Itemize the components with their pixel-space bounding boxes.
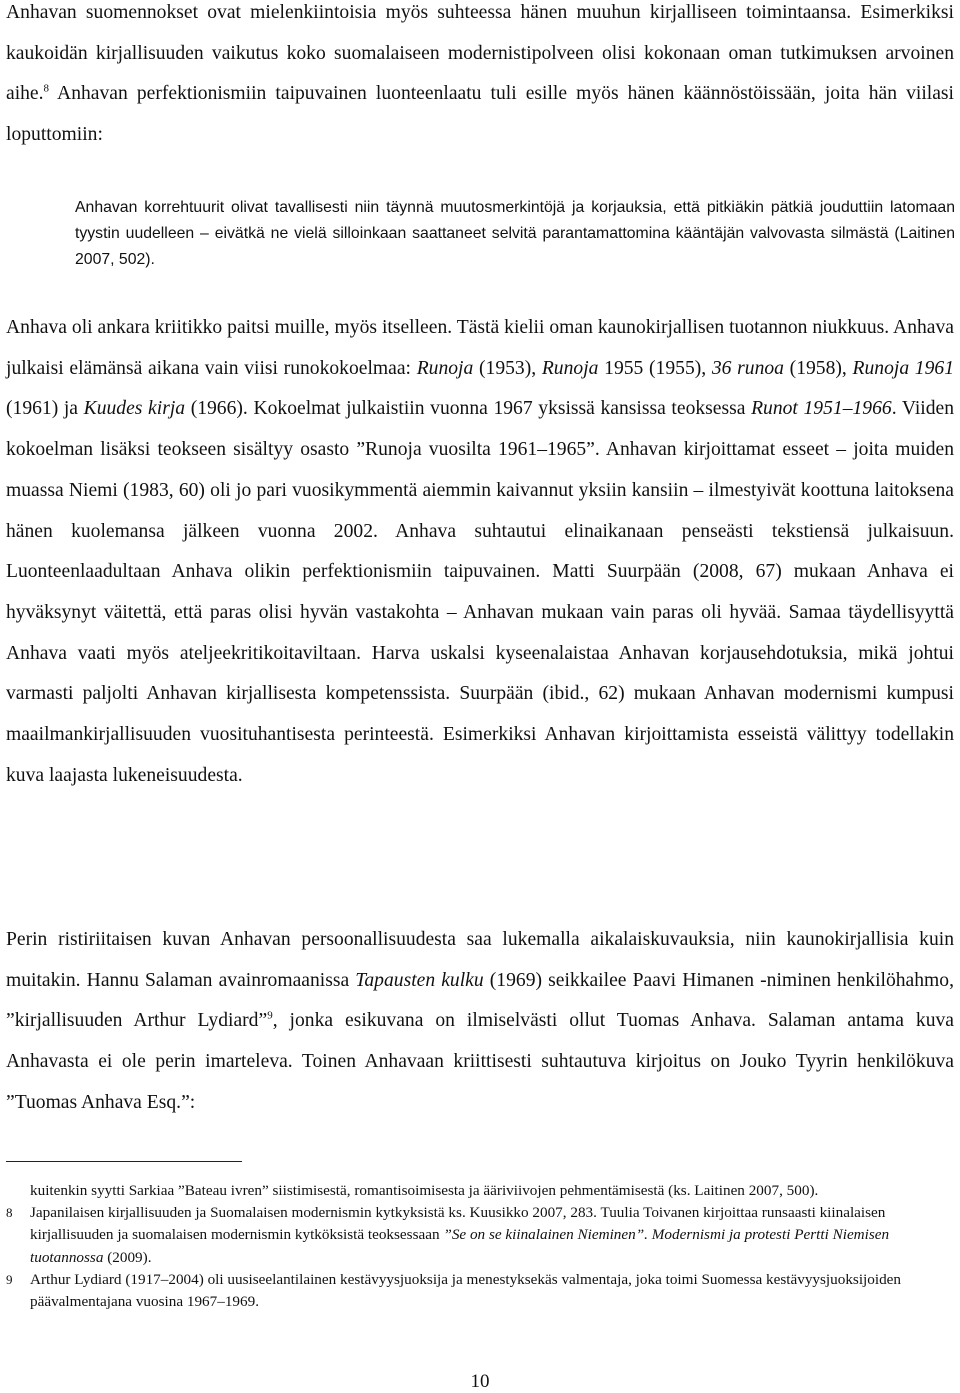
- title-runoja-1961: Runoja 1961: [852, 357, 954, 379]
- p3-text: Perin ristiriitaisen kuvan Anhavan persoonallisuudesta saa lukemalla aikalaiskuvauksia, niin kaunokirjallisia kuin muitakin. Hannu Salaman avainromaanissa: [6, 929, 954, 991]
- title-runoja-1955: Runoja: [541, 357, 599, 379]
- p3-text: (1969) seikkailee Paavi Himanen -niminen henkilöhahmo, ”kirjallisuuden Arthur Lydiard”: [6, 969, 954, 1032]
- p3-text: , jonka esikuvana on ilmiselvästi ollut Tuomas Anhava. Salaman antama kuva Anhavasta ei ole perin imarteleva. Toinen Anhavaan kriittisesti suhtautuva kirjoitus on Jouko Tyyrin henkilökuva ”Tuomas Anhava Esq.”:: [6, 1010, 954, 1113]
- footnote-9-number: 9: [6, 1271, 13, 1287]
- footnote-9: [6, 1269, 906, 1313]
- title-tapausten-kulku: Tapausten kulku: [355, 969, 484, 991]
- footnotes: [6, 1180, 906, 1313]
- page-number: 10: [470, 1371, 490, 1392]
- footnote-separator: [6, 1161, 242, 1162]
- title-runot: Runot 1951–1966: [751, 398, 892, 420]
- p2-text: 1955 (1955),: [598, 357, 712, 379]
- footnote-9-text: Arthur Lydiard (1917–2004) oli uusiseelantilainen kestävyysjuoksija ja menestyksekäs valmentaja, joka toimi Suomessa kestävyysjuoksijoiden päävalmentajana vuosina 1967–1969.: [30, 1270, 902, 1311]
- p2-text: . Viiden kokoelman lisäksi teokseen sisältyy osasto ”Runoja vuosilta 1961–1965”. Anhavan kirjoittamat esseet – joita muiden muassa Niemi (1983, 60) oli jo pari vuosikymmentä aiemmin kaivannut yksiin kansiin – ilmestyivät koottuna laitoksena hänen kuolemansa jälkeen vuonna 2002. Anhava suhtautui elinaikanaan penseästi tekstiensä julkaisuun. Luonteenlaadultaan Anhava olikin perfektionismiin taipuvainen. Matti Suurpään (2008, 67) mukaan Anhava ei hyväksynyt väitettä, että paras olisi hyvän vastakohta – Anhavan mukaan vain paras oli hyvää. Samaa täydellisyyttä Anhava vaati myös ateljeekritikoitaviltaan. Harva uskalsi kyseenalaistaa Anhavan korjausehdotuksia, mikä johtui varmasti paljolti Anhavan kirjallisesta kompetenssista. Suurpään (ibid., 62) mukaan Anhavan modernismi kumpusi maailmankirjallisuuden vuosituhantisesta perinteestä. Esimerkiksi Anhavan kirjoittamista esseistä välittyy todellakin kuva laajasta lukeneisuudesta.: [6, 398, 955, 786]
- p2-text: (1966). Kokoelmat julkaistiin vuonna 1967 yksissä kansissa teoksessa: [185, 398, 752, 420]
- paragraph-2: [6, 308, 954, 796]
- footnote-continuation: kuitenkin syytti Sarkiaa ”Bateau ivren” siistimisestä, romantisoimisesta ja ääriviivojen pehmentämisestä (ks. Laitinen 2007, 500).: [30, 1182, 819, 1199]
- paragraph-1: [6, 0, 954, 156]
- p2-text: (1961) ja: [6, 398, 84, 420]
- footnote-8-text-a: Japanilaisen kirjallisuuden ja Suomalaisen modernismin kytkyksistä ks. Kuusikko 2007, 283. Tuulia Toivanen kirjoittaa runsaasti kiinalaisen kirjallisuuden ja suomalaisen modernismin kytköksistä teoksessaan: [30, 1204, 886, 1244]
- p2-text: (1958),: [783, 357, 853, 379]
- block-quote: Anhavan korrehtuurit olivat tavallisesti niin täynnä muutosmerkintöjä ja korjauksia, että pitkiäkin pätkiä jouduttiin latomaan tyystin uudelleen – eivätkä ne vielä silloinkaan saattaneet selvitä parantamattomina kääntäjän valvovasta silmästä (Laitinen 2007, 502).: [75, 199, 955, 268]
- footnote-8-title: ”Se on se kiinalainen Nieminen”. Modernismi ja protesti Pertti Niemisen tuotannossa: [30, 1226, 890, 1266]
- p2-text: (1953),: [473, 357, 542, 379]
- paragraph-1-text-b: Anhavan perfektionismiin taipuvainen luonteenlaatu tuli esille myös hänen käännöstöissään, joita hän viilasi loputtomiin:: [6, 83, 954, 146]
- footnote-8-text-b: (2009).: [103, 1248, 152, 1266]
- footnote-ref-9[interactable]: 9: [267, 1009, 273, 1022]
- footnote-8-number: 8: [6, 1205, 13, 1221]
- footnote-8: [6, 1202, 906, 1269]
- paragraph-1-text-a: Anhavan suomennokset ovat mielenkiintoisia myös suhteessa hänen muuhun kirjalliseen toimintaansa. Esimerkiksi kaukoidän kirjallisuuden vaikutus koko suomalaiseen modernistipolveen olisi kokonaan oman tutkimuksen arvoinen aihe.: [6, 2, 954, 105]
- footnote-ref-8[interactable]: 8: [43, 82, 50, 95]
- p2-text: Anhava oli ankara kriitikko paitsi muille, myös itselleen. Tästä kielii oman kaunokirjallisen tuotannon niukkuus. Anhava julkaisi elämänsä aikana vain viisi runokokoelmaa:: [6, 317, 954, 379]
- paragraph-3: [6, 920, 954, 1124]
- title-36-runoa: 36 runoa: [711, 357, 784, 379]
- title-runoja-1953: Runoja: [416, 357, 474, 379]
- title-kuudes-kirja: Kuudes kirja: [83, 398, 186, 420]
